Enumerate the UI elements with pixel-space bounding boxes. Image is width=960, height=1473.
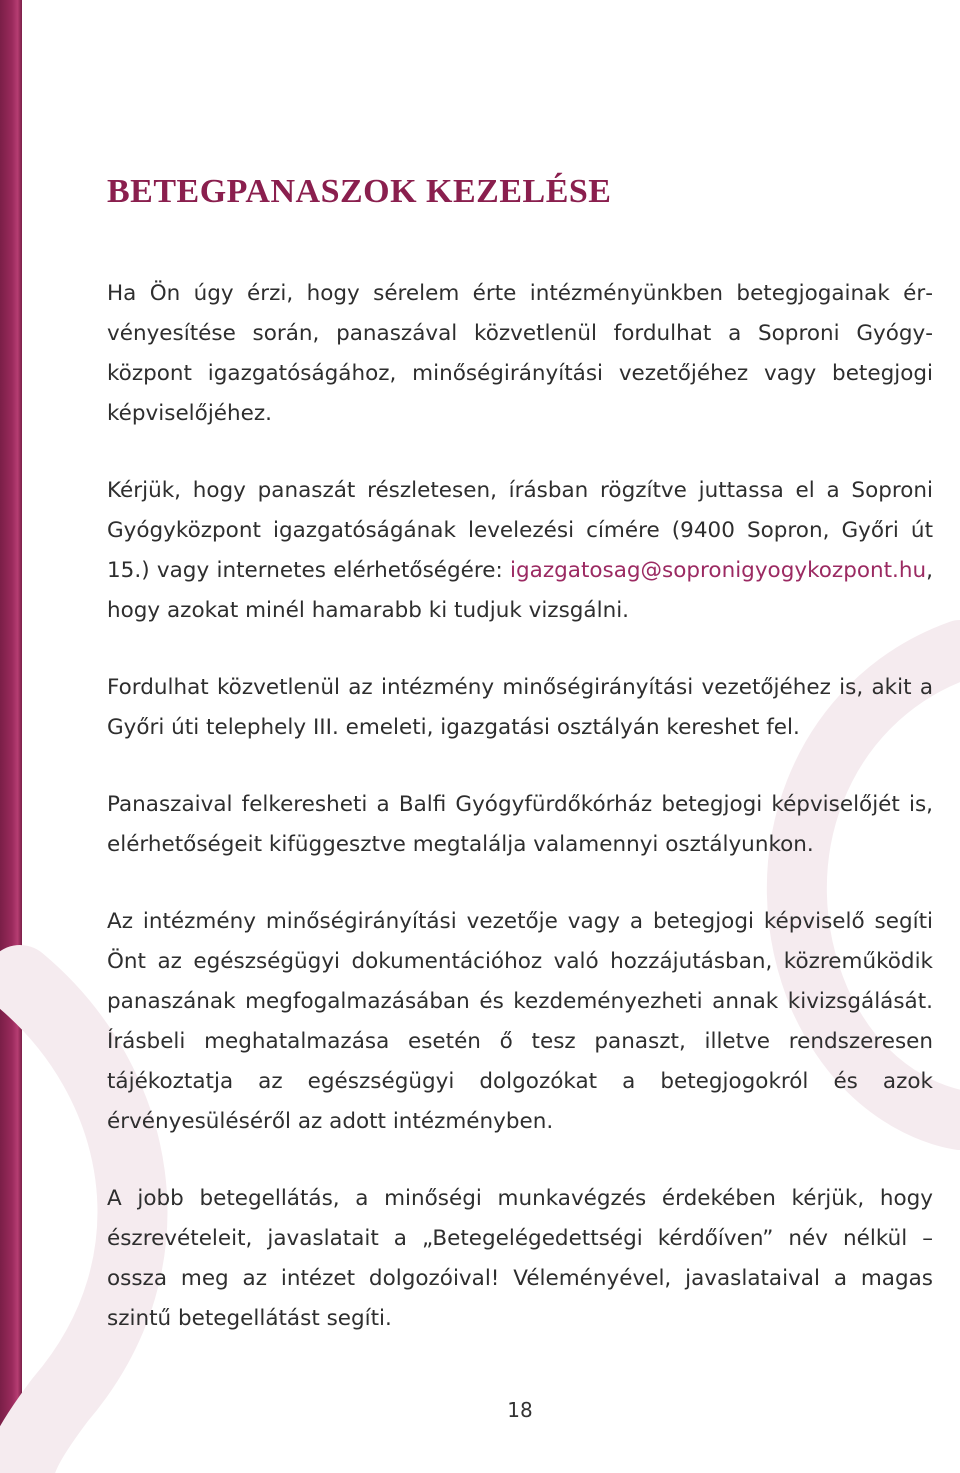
feedback-paragraph: A jobb betegellátás, a minőségi munkavégzés érdekében kérjük, hogy észrevételeit, javaslatait a „Betegelégedettségi kérdőíven” név nélkül – ossza meg az intézet dolgozóival! Véleményével, javaslataival a magas szintű betegellátást segíti. [107,1186,933,1331]
page-title: BETEGPANASZOK KEZELÉSE [107,173,612,210]
quality-manager-paragraph: Fordulhat közvetlenül az intézmény minőségirányítási vezetőjéhez is, akit a Győri úti telephely III. emeleti, igazgatási osztályán kereshet fel. [107,675,933,740]
assistance-paragraph: Az intézmény minőségirányítási vezetője vagy a betegjogi képviselő segíti Önt az egészségügyi dokumentációhoz való hozzájutásban, közreműködik panaszának megfogalmazásában és kezdeményezheti annak kivizsgálását. Írásbeli meghatalmazása esetén ő tesz panaszt, illetve rendszeresen tájékoztatja az egészségügyi dolgozókat a betegjogokról és azok érvényesüléséről az adott intézményben. [107,909,933,1134]
contact-text-before: Kérjük, hogy panaszát részletesen, írásban rögzítve juttassa el a Soproni Gyógyközpont igazgatóságának levelezési címére (9400 Sopron, Győri út 15.) vagy internetes elérhetőségére: [107,478,933,583]
page-content [107,168,933,1376]
page-number: 18 [507,1398,533,1422]
contact-paragraph [107,471,933,631]
email-link[interactable]: igazgatosag@sopronigyogykozpont.hu [510,558,927,583]
page-spine-bar [0,0,22,1473]
contact-text-after: , hogy azokat minél hamarabb ki tudjuk vizsgálni. [107,558,933,623]
intro-paragraph: Ha Ön úgy érzi, hogy sérelem érte intézményünkben betegjogainak érvényesítése során, panaszával közvetlenül fordulhat a Soproni Gyógyközpont igazgatóságához, minőségirányítási vezetőjéhez vagy betegjogi képviselőjéhez. [107,281,933,426]
patient-rights-paragraph: Panaszaival felkeresheti a Balfi Gyógyfürdőkórház betegjogi képviselőjét is, elérhetőségeit kifüggesztve megtalálja valamennyi osztályunkon. [107,792,933,857]
